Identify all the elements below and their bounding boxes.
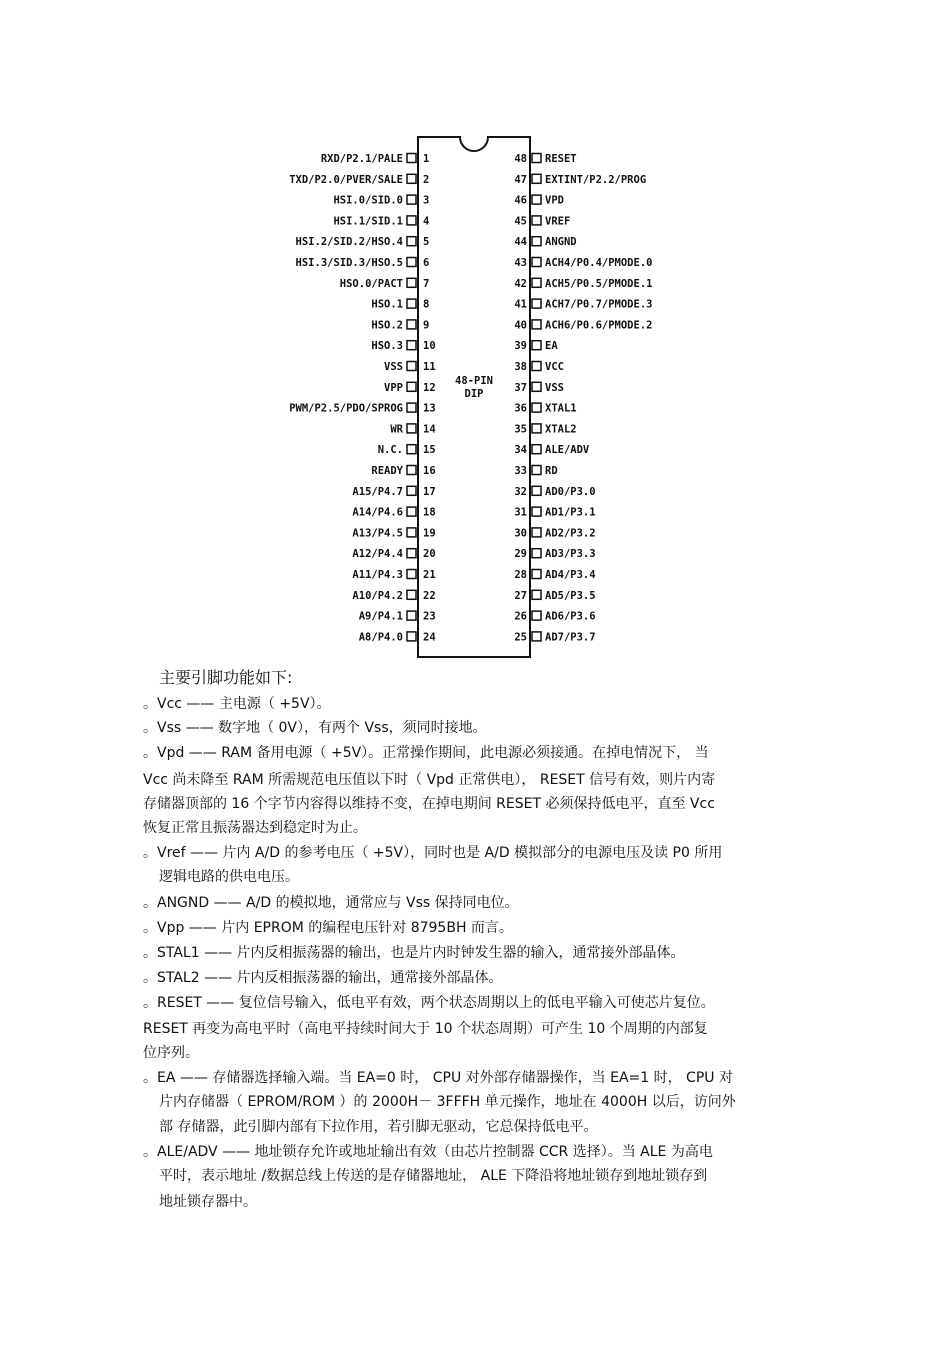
pin-label: HSO.0/PACT xyxy=(339,277,403,290)
text-line: 。Vss —— 数字地（ 0V），有两个 Vss，须同时接地。 xyxy=(143,720,487,736)
pin-label: AD2/P3.2 xyxy=(545,527,596,540)
chip-label-line1: 48-PIN xyxy=(455,375,493,387)
pin-number: 33 xyxy=(514,465,527,477)
pin-number: 45 xyxy=(514,215,527,228)
pin-label: A13/P4.5 xyxy=(352,527,403,540)
pin-number: 2 xyxy=(423,173,430,186)
pin-label: EXTINT/P2.2/PROG xyxy=(545,173,647,186)
pin-number: 9 xyxy=(423,319,430,332)
pin-marker xyxy=(407,424,416,433)
pin-marker xyxy=(407,237,416,246)
pin-number: 41 xyxy=(514,298,527,311)
pin-number: 12 xyxy=(423,381,436,394)
pin-marker xyxy=(532,299,541,308)
pin-number: 34 xyxy=(514,444,527,457)
pin-label: HSI.3/SID.3/HSO.5 xyxy=(295,257,403,269)
section-heading: 主要引脚功能如下: xyxy=(159,668,293,687)
pin-label: ALE/ADV xyxy=(545,444,590,457)
pin-label: TXD/P2.0/PVER/SALE xyxy=(289,173,403,186)
pin-number: 35 xyxy=(514,423,527,436)
pin-number: 32 xyxy=(514,485,527,498)
pin-marker xyxy=(407,486,416,495)
pin-label: XTAL1 xyxy=(545,402,577,415)
pin-marker xyxy=(407,570,416,579)
pin-number: 13 xyxy=(423,402,436,415)
pin-marker xyxy=(532,216,541,225)
text-line: 。ANGND —— A/D 的模拟地，通常应与 Vss 保持同电位。 xyxy=(143,895,519,911)
pin-label: HSO.3 xyxy=(371,340,403,353)
pin-number: 39 xyxy=(514,340,527,353)
pin-number: 36 xyxy=(514,402,527,415)
pin-marker xyxy=(532,362,541,371)
pin-marker xyxy=(532,154,541,163)
pin-number: 14 xyxy=(423,423,436,436)
pin-label: RESET xyxy=(545,153,577,165)
pin-marker xyxy=(532,528,541,537)
pin-number: 28 xyxy=(514,569,527,581)
pin-marker xyxy=(532,424,541,433)
pin-marker xyxy=(407,195,416,204)
pin-label: ACH5/P0.5/PMODE.1 xyxy=(545,277,653,290)
pin-marker xyxy=(532,341,541,350)
pin-label: PWM/P2.5/PDO/SPROG xyxy=(289,402,403,415)
pin-label: AD5/P3.5 xyxy=(545,589,596,602)
pin-label: VSS xyxy=(384,361,403,373)
pin-label: VPP xyxy=(384,381,403,394)
pin-number: 43 xyxy=(514,257,527,269)
pin-number: 21 xyxy=(423,569,436,581)
text-line: 。Vpd —— RAM 备用电源（ +5V）。正常操作期间，此电源必须接通。在掉电情况下， 当 xyxy=(143,745,709,761)
text-line: 。Vref —— 片内 A/D 的参考电压（ +5V），同时也是 A/D 模拟部分的电源电压及读 P0 所用 xyxy=(143,845,723,861)
pin-number: 44 xyxy=(514,236,527,249)
pin-label: A11/P4.3 xyxy=(352,569,403,581)
pin-number: 5 xyxy=(423,236,430,249)
pin-number: 16 xyxy=(423,465,436,477)
pin-number: 22 xyxy=(423,589,436,602)
pin-number: 38 xyxy=(514,361,527,373)
pin-label: ACH4/P0.4/PMODE.0 xyxy=(545,257,653,269)
pin-label: HSI.0/SID.0 xyxy=(333,194,403,207)
pin-label: A8/P4.0 xyxy=(358,631,403,644)
pin-marker xyxy=(407,216,416,225)
pin-marker xyxy=(532,278,541,287)
pin-number: 17 xyxy=(423,485,436,498)
pin-number: 6 xyxy=(423,257,430,269)
pin-marker xyxy=(407,528,416,537)
text-line: 。STAL1 —— 片内反相振荡器的输出，也是片内时钟发生器的输入，通常接外部晶体。 xyxy=(143,945,685,961)
pin-number: 24 xyxy=(423,631,436,644)
pin-marker xyxy=(532,611,541,620)
pin-number: 8 xyxy=(423,298,430,311)
pin-marker xyxy=(532,507,541,516)
pin-number: 10 xyxy=(423,340,436,353)
pin-marker xyxy=(532,237,541,246)
pin-label: AD3/P3.3 xyxy=(545,548,596,561)
pin-label: VREF xyxy=(545,215,571,228)
pin-number: 27 xyxy=(514,589,527,602)
text-line: 地址锁存器中。 xyxy=(159,1194,257,1210)
pin-label: READY xyxy=(371,465,403,477)
text-line: 。Vcc —— 主电源（ +5V）。 xyxy=(143,696,331,712)
pin-number: 25 xyxy=(514,631,527,644)
text-line: RESET 再变为高电平时（高电平持续时间大于 10 个状态周期）可产生 10 个周期的内部复 xyxy=(143,1021,708,1037)
pin-label: WR xyxy=(390,423,403,436)
pin-marker xyxy=(407,549,416,558)
pin-number: 18 xyxy=(423,506,436,519)
pin-marker xyxy=(407,466,416,475)
pin-marker xyxy=(532,403,541,412)
pin-label: VSS xyxy=(545,381,564,394)
pinout-diagram xyxy=(0,0,950,665)
pin-number: 23 xyxy=(423,610,436,623)
pin-marker xyxy=(407,362,416,371)
pin-number: 48 xyxy=(514,153,527,165)
pin-label: ANGND xyxy=(545,236,577,249)
pin-label: AD6/P3.6 xyxy=(545,610,596,623)
text-line: 。EA —— 存储器选择输入端。当 EA=0 时， CPU 对外部存储器操作，当 EA=1 时， CPU 对 xyxy=(143,1070,733,1086)
pin-label: N.C. xyxy=(377,444,403,457)
text-line: 存储器顶部的 16 个字节内容得以维持不变，在掉电期间 RESET 必须保持低电平，直至 Vcc xyxy=(143,796,715,812)
right-pin-column xyxy=(514,153,652,643)
pin-number: 26 xyxy=(514,610,527,623)
pin-marker xyxy=(407,320,416,329)
pin-label: RXD/P2.1/PALE xyxy=(320,153,403,165)
text-line: 平时，表示地址 /数据总线上传送的是存储器地址， ALE 下降沿将地址锁存到地址锁存到 xyxy=(159,1168,708,1184)
pin-marker xyxy=(532,486,541,495)
pin-marker xyxy=(532,258,541,267)
text-line: 恢复正常且振荡器达到稳定时为止。 xyxy=(143,820,367,836)
pin-number: 40 xyxy=(514,319,527,332)
pin-label: RD xyxy=(545,465,558,477)
pin-number: 47 xyxy=(514,173,527,186)
pin-marker xyxy=(407,278,416,287)
pin-marker xyxy=(407,445,416,454)
pin-label: HSO.1 xyxy=(371,298,403,311)
pin-marker xyxy=(407,403,416,412)
pin-number: 30 xyxy=(514,527,527,540)
pin-marker xyxy=(532,590,541,599)
pin-label: ACH6/P0.6/PMODE.2 xyxy=(545,319,653,332)
pin-marker xyxy=(407,590,416,599)
pin-number: 31 xyxy=(514,506,527,519)
pin-number: 46 xyxy=(514,194,527,207)
pin-marker xyxy=(407,632,416,641)
pin-number: 19 xyxy=(423,527,436,540)
pin-label: A12/P4.4 xyxy=(352,548,403,561)
text-line: 。ALE/ADV —— 地址锁存允许或地址输出有效（由芯片控制器 CCR 选择）。当 ALE 为高电 xyxy=(143,1144,713,1160)
pin-label: A14/P4.6 xyxy=(352,506,403,519)
text-line: 片内存储器（ EPROM/ROM ）的 2000H－ 3FFFH 单元操作，地址在 4000H 以后，访问外 xyxy=(159,1094,736,1110)
pin-marker xyxy=(532,632,541,641)
pin-marker xyxy=(407,174,416,183)
pin-label: A9/P4.1 xyxy=(358,610,403,623)
pin-label: HSI.1/SID.1 xyxy=(333,215,403,228)
pin-number: 11 xyxy=(423,361,436,373)
pin-label: EA xyxy=(545,340,558,353)
pin-marker xyxy=(532,466,541,475)
pin-marker xyxy=(532,174,541,183)
pin-marker xyxy=(407,258,416,267)
text-line: 位序列。 xyxy=(143,1045,199,1061)
pin-label: AD1/P3.1 xyxy=(545,506,596,519)
pin-marker xyxy=(407,299,416,308)
pin-marker xyxy=(532,320,541,329)
pin-marker xyxy=(407,341,416,350)
text-line: Vcc 尚未降至 RAM 所需规范电压值以下时（ Vpd 正常供电）， RESET 信号有效，则片内寄 xyxy=(143,772,716,788)
pin-label: AD0/P3.0 xyxy=(545,485,596,498)
pin-label: XTAL2 xyxy=(545,423,577,436)
pin-number: 1 xyxy=(423,153,430,165)
left-pin-column xyxy=(289,153,435,643)
pin-label: A10/P4.2 xyxy=(352,589,403,602)
text-line: 。Vpp —— 片内 EPROM 的编程电压针对 8795BH 而言。 xyxy=(143,920,513,936)
pin-marker xyxy=(407,507,416,516)
pin-label: VCC xyxy=(545,361,564,373)
pin-number: 3 xyxy=(423,194,430,207)
pin-marker xyxy=(532,382,541,391)
pin-marker xyxy=(532,549,541,558)
pin-marker xyxy=(407,154,416,163)
pin-number: 29 xyxy=(514,548,527,561)
pin-label: A15/P4.7 xyxy=(352,485,403,498)
pin-label: AD4/P3.4 xyxy=(545,569,596,581)
pin-number: 7 xyxy=(423,277,430,290)
text-line: 逻辑电路的供电电压。 xyxy=(159,869,299,885)
pin-label: AD7/P3.7 xyxy=(545,631,596,644)
chip-label-line2: DIP xyxy=(464,388,484,400)
pin-number: 42 xyxy=(514,277,527,290)
pin-marker xyxy=(532,445,541,454)
pin-marker xyxy=(532,570,541,579)
pin-label: HSI.2/SID.2/HSO.4 xyxy=(295,236,403,249)
pin-marker xyxy=(407,611,416,620)
text-line: 部 存储器，此引脚内部有下拉作用，若引脚无驱动，它总保持低电平。 xyxy=(159,1119,598,1135)
pin-marker xyxy=(407,382,416,391)
pin-number: 20 xyxy=(423,548,436,561)
text-line: 。RESET —— 复位信号输入，低电平有效，两个状态周期以上的低电平输入可使芯片复位。 xyxy=(143,995,715,1011)
pin-number: 15 xyxy=(423,444,436,457)
pin-label: ACH7/P0.7/PMODE.3 xyxy=(545,298,653,311)
pin-label: VPD xyxy=(545,194,564,207)
pin-number: 4 xyxy=(423,215,430,228)
pin-marker xyxy=(532,195,541,204)
pin-label: HSO.2 xyxy=(371,319,403,332)
pin-number: 37 xyxy=(514,381,527,394)
text-line: 。STAL2 —— 片内反相振荡器的输出，通常接外部晶体。 xyxy=(143,970,503,986)
